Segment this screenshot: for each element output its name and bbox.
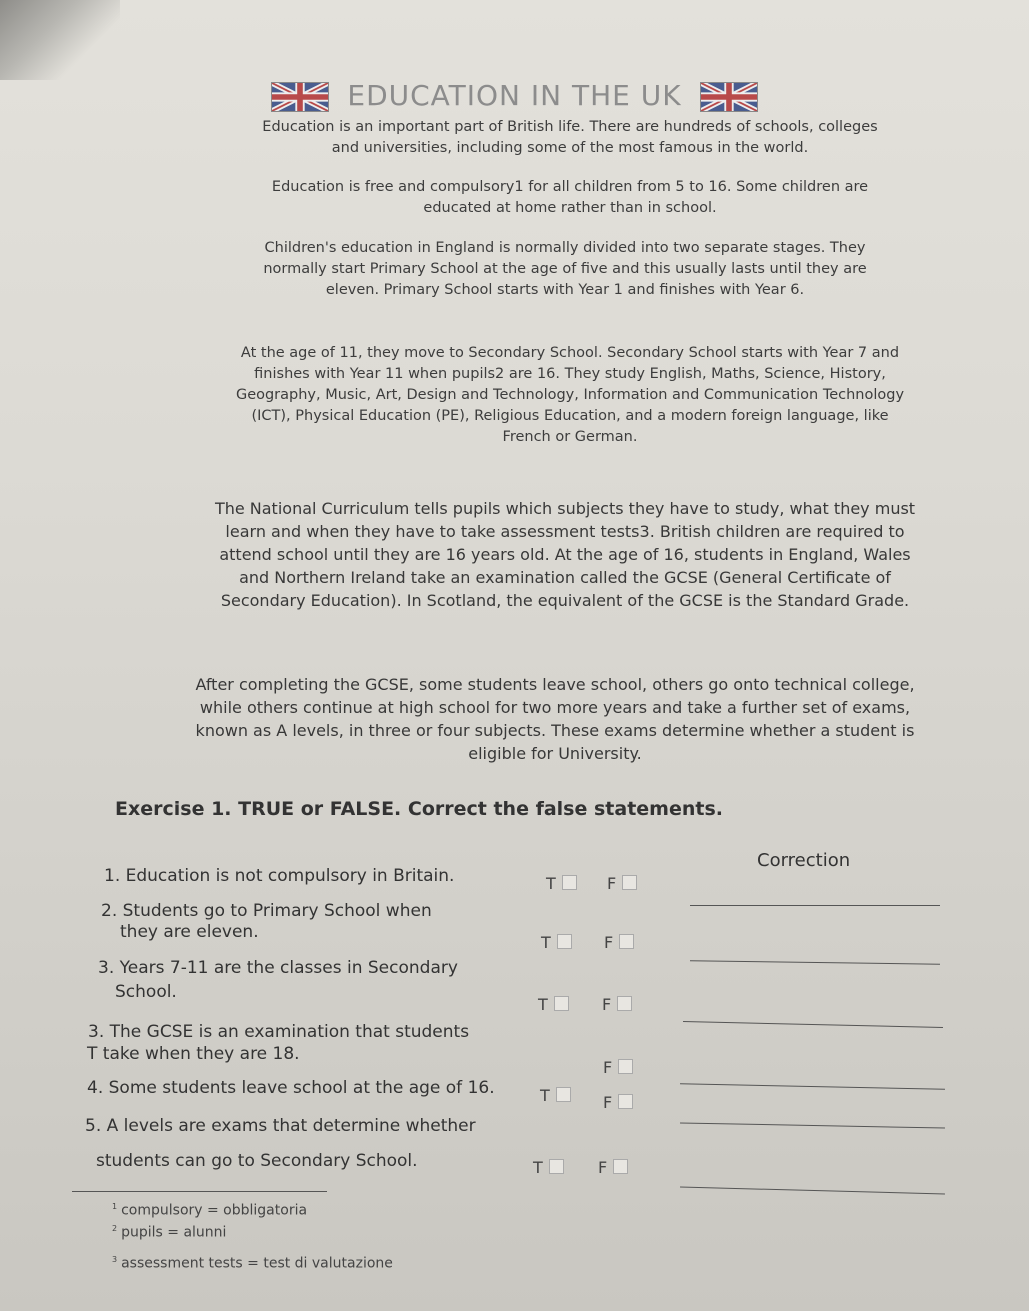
footnote-mark: 3 <box>112 1255 118 1264</box>
false-label: F <box>598 1158 608 1177</box>
checkbox-icon <box>617 996 632 1011</box>
paragraph-primary: Children's education in England is normally divided into two separate stages. They normally start Primary School at the age of five and this usually lasts until they are eleven. Primary School starts with Year 1 and finishes with Year 6. <box>263 240 867 298</box>
false-checkbox-4[interactable] <box>603 1058 633 1077</box>
checkbox-icon <box>557 934 572 949</box>
correction-line-3[interactable] <box>683 1021 943 1028</box>
correction-line-6[interactable] <box>680 1187 945 1195</box>
true-label: T <box>538 995 548 1014</box>
footnote-mark: 2 <box>112 1224 118 1233</box>
paragraph-compulsory: Education is free and compulsory1 for all children from 5 to 16. Some children are educated at home rather than in school. <box>271 179 869 216</box>
paragraph-after-gcse: After completing the GCSE, some students leave school, others go onto technical college, while others continue at high school for two more years and take a further set of exams, known as A levels, in three or four subjects. These exams determine whether a student is eligible for University. <box>195 675 915 763</box>
correction-line-2[interactable] <box>690 960 940 964</box>
paragraph-curriculum: The National Curriculum tells pupils which subjects they have to study, what they must learn and when they have to take assessment tests3. British children are required to attend school until they are 16 years old. At the age of 16, students in England, Wales and Northern Ireland take an examination called the GCSE (General Certificate of Secondary Education). In Scotland, the equivalent of the GCSE is the Standard Grade. <box>214 499 916 610</box>
false-checkbox-1[interactable] <box>607 874 637 893</box>
statement-2: 2. Students go to Primary School when <box>101 901 432 921</box>
true-checkbox-2[interactable] <box>541 933 572 952</box>
checkbox-icon <box>562 875 577 890</box>
exercise-heading: Exercise 1. TRUE or FALSE. Correct the false statements. <box>115 798 723 820</box>
true-checkbox-6[interactable] <box>533 1158 564 1177</box>
page-corner-shadow <box>0 0 120 80</box>
footnote-3 <box>112 1255 393 1272</box>
statement-5: 4. Some students leave school at the age of 16. <box>87 1078 495 1098</box>
paragraph-intro: Education is an important part of British life. There are hundreds of schools, colleges and universities, including some of the most famous in the world. <box>262 119 878 156</box>
statement-4-cont: T take when they are 18. <box>87 1044 300 1064</box>
checkbox-icon <box>619 934 634 949</box>
true-label: T <box>546 874 556 893</box>
footnote-2 <box>112 1224 226 1241</box>
true-checkbox-5[interactable] <box>540 1086 571 1105</box>
footnote-text: pupils = alunni <box>121 1224 227 1241</box>
false-label: F <box>607 874 617 893</box>
checkbox-icon <box>554 996 569 1011</box>
footnote-divider <box>72 1191 327 1192</box>
statement-6-cont: students can go to Secondary School. <box>96 1151 418 1171</box>
title-text: EDUCATION IN THE UK <box>347 78 682 112</box>
false-label: F <box>603 1058 613 1077</box>
statement-1: 1. Education is not compulsory in Britain. <box>104 866 455 886</box>
checkbox-icon <box>613 1159 628 1174</box>
statement-3-cont: School. <box>115 982 177 1002</box>
footnote-mark: 1 <box>112 1202 118 1211</box>
statement-2-cont: they are eleven. <box>120 922 259 942</box>
true-label: T <box>541 933 551 952</box>
checkbox-icon <box>556 1087 571 1102</box>
statement-3: 3. Years 7-11 are the classes in Secondary <box>98 958 458 978</box>
false-label: F <box>604 933 614 952</box>
true-label: T <box>533 1158 543 1177</box>
statement-4: 3. The GCSE is an examination that students <box>88 1022 470 1042</box>
checkbox-icon <box>622 875 637 890</box>
union-jack-icon <box>700 82 758 112</box>
false-checkbox-3[interactable] <box>602 995 632 1014</box>
false-checkbox-6[interactable] <box>598 1158 628 1177</box>
checkbox-icon <box>618 1059 633 1074</box>
false-label: F <box>602 995 612 1014</box>
checkbox-icon <box>549 1159 564 1174</box>
statement-6: 5. A levels are exams that determine whether <box>85 1116 476 1136</box>
false-checkbox-5[interactable] <box>603 1093 633 1112</box>
false-label: F <box>603 1093 613 1112</box>
true-checkbox-1[interactable] <box>546 874 577 893</box>
correction-line-4[interactable] <box>680 1083 945 1090</box>
false-checkbox-2[interactable] <box>604 933 634 952</box>
correction-line-1[interactable] <box>690 905 940 906</box>
correction-line-5[interactable] <box>680 1122 945 1128</box>
page-title <box>0 79 1029 112</box>
checkbox-icon <box>618 1094 633 1109</box>
footnote-text: assessment tests = test di valutazione <box>121 1255 393 1272</box>
union-jack-icon <box>271 82 329 112</box>
footnote-1 <box>112 1202 307 1219</box>
footnote-text: compulsory = obbligatoria <box>121 1202 308 1219</box>
correction-label: Correction <box>757 850 851 871</box>
true-checkbox-3[interactable] <box>538 995 569 1014</box>
true-label: T <box>540 1086 550 1105</box>
paragraph-secondary: At the age of 11, they move to Secondary School. Secondary School starts with Year 7 and finishes with Year 11 when pupils2 are 16. They study English, Maths, Science, History, Geography, Music, Art, Design and Technology, Information and Communication Technology (ICT), Physical Education (PE), Religious Education, and a modern foreign language, like French or German. <box>235 345 905 445</box>
